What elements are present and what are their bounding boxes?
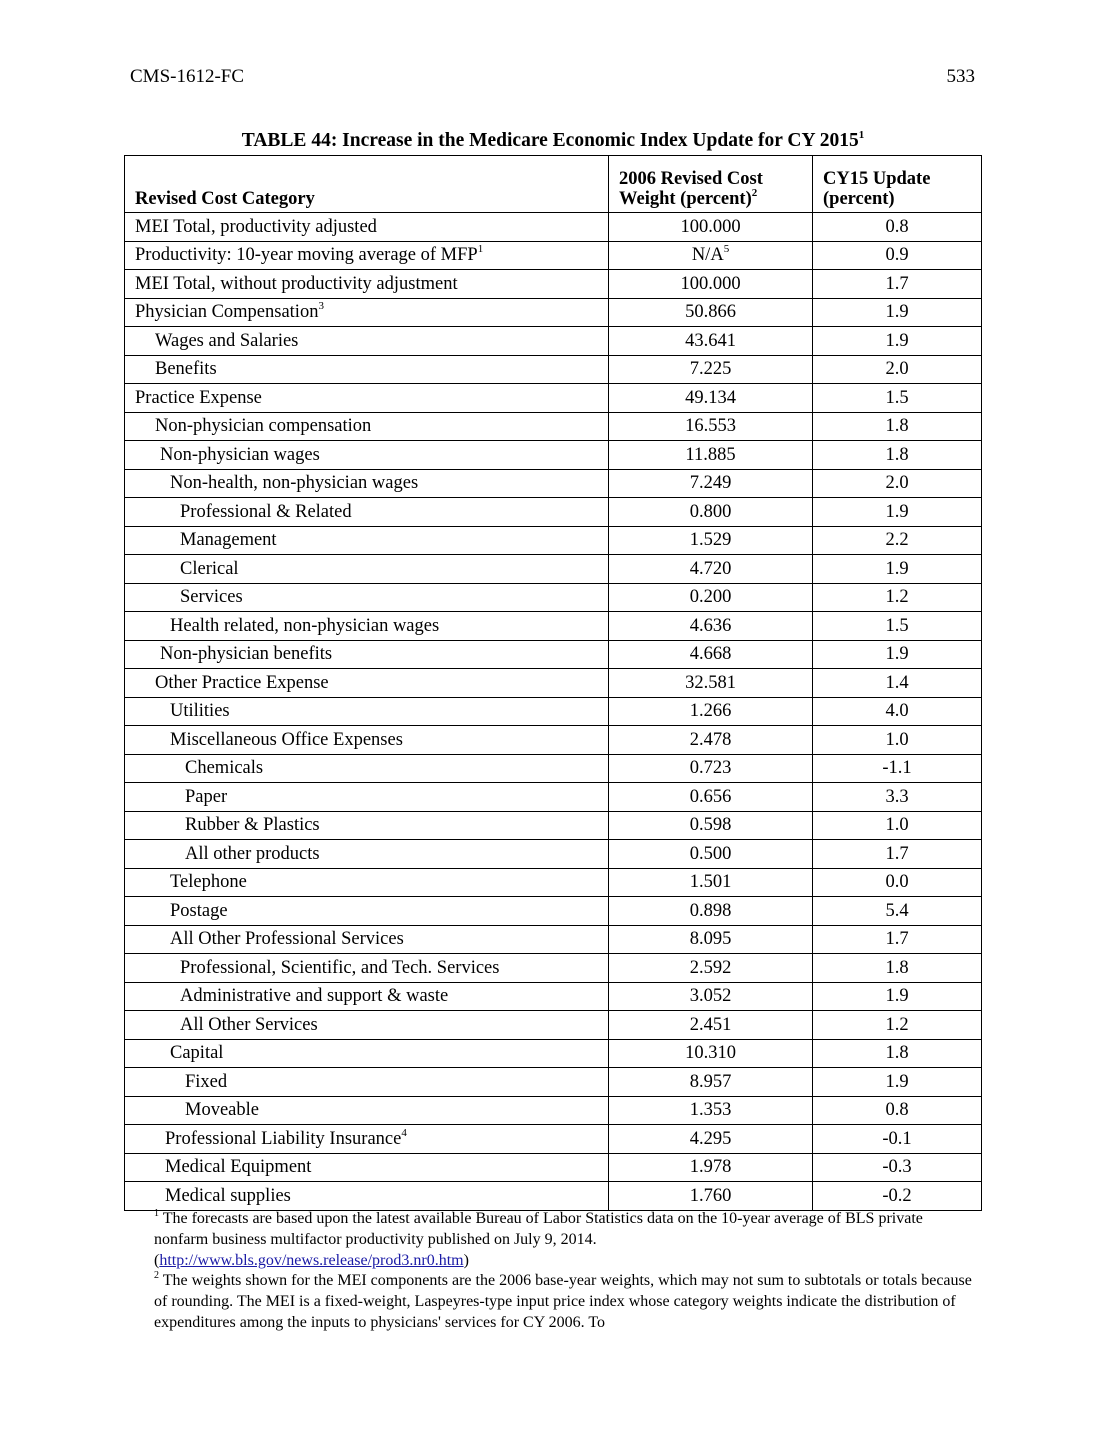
- cell-category-text: Medical supplies: [165, 1185, 291, 1206]
- table-row: [125, 697, 982, 726]
- cell-category-text: Professional, Scientific, and Tech. Services: [180, 957, 500, 978]
- cell-category: [125, 469, 609, 498]
- cell-cost-weight-value: 1.266: [689, 701, 732, 722]
- table-row: [125, 469, 982, 498]
- table-row: [125, 897, 982, 926]
- cell-category-text: Productivity: 10-year moving average of MFP: [135, 245, 478, 266]
- cell-category-text: Fixed: [185, 1071, 228, 1092]
- footnote-1-paren-open: (: [154, 1251, 160, 1269]
- cell-cy15-update: 1.2: [813, 1011, 982, 1040]
- cell-cost-weight: [609, 954, 813, 983]
- table-body: [125, 213, 982, 1211]
- cell-cy15-update: 1.9: [813, 498, 982, 527]
- header-cy15-update-line1: CY15 Update: [823, 169, 931, 189]
- cell-category: [125, 498, 609, 527]
- cell-cost-weight-value: 8.957: [689, 1071, 732, 1092]
- cell-category-text: Telephone: [170, 872, 247, 893]
- cell-category-text: Practice Expense: [135, 387, 262, 408]
- page-number: 533: [946, 66, 975, 87]
- cell-cy15-update: 1.8: [813, 441, 982, 470]
- cell-cy15-update: 0.8: [813, 213, 982, 242]
- cell-cost-weight: [609, 868, 813, 897]
- cell-cy15-update: 1.0: [813, 726, 982, 755]
- cell-category: [125, 1153, 609, 1182]
- cell-cost-weight: [609, 982, 813, 1011]
- cell-cost-weight: [609, 726, 813, 755]
- cell-category: [125, 526, 609, 555]
- cell-cost-weight-footnote-ref: 5: [723, 243, 730, 256]
- cell-cost-weight-value: 2.478: [689, 729, 732, 750]
- cell-cost-weight-value: 11.885: [685, 444, 736, 465]
- cell-cost-weight-value: 4.720: [689, 558, 732, 579]
- cell-category: [125, 1096, 609, 1125]
- document-id: CMS-1612-FC: [130, 66, 245, 87]
- table-row: [125, 298, 982, 327]
- cell-cost-weight-value: 7.249: [689, 473, 732, 494]
- cell-cost-weight-value: 1.353: [689, 1100, 732, 1121]
- cell-cost-weight: [609, 1068, 813, 1097]
- cell-cost-weight-value: 2.451: [689, 1014, 732, 1035]
- cell-cost-weight-value: 2.592: [689, 957, 732, 978]
- cell-category: [125, 954, 609, 983]
- table-row: [125, 355, 982, 384]
- cell-cost-weight-value: 50.866: [685, 302, 736, 323]
- cell-category: [125, 669, 609, 698]
- cell-category: [125, 583, 609, 612]
- cell-category: [125, 1039, 609, 1068]
- cell-category-text: Health related, non-physician wages: [170, 615, 440, 636]
- cell-category-text: Other Practice Expense: [155, 672, 329, 693]
- table-row: [125, 241, 982, 270]
- table-row: [125, 840, 982, 869]
- cell-category: [125, 298, 609, 327]
- cell-cy15-update: 1.9: [813, 555, 982, 584]
- header-revised-cost-category: Revised Cost Category: [125, 156, 609, 213]
- cell-category: [125, 612, 609, 641]
- footnote-2-marker: 2: [154, 1270, 159, 1282]
- cell-cy15-update: 5.4: [813, 897, 982, 926]
- cell-cost-weight: [609, 213, 813, 242]
- cell-cost-weight: [609, 840, 813, 869]
- cell-cost-weight: [609, 811, 813, 840]
- cell-cost-weight: [609, 697, 813, 726]
- table-row: [125, 270, 982, 299]
- header-cost-weight-line2: Weight (percent): [619, 189, 752, 209]
- table-row: [125, 1125, 982, 1154]
- cell-category-text: Capital: [170, 1043, 224, 1064]
- table-row: [125, 982, 982, 1011]
- cell-cost-weight-value: 0.723: [689, 758, 732, 779]
- cell-category-text: All Other Professional Services: [170, 929, 404, 950]
- cell-category: [125, 726, 609, 755]
- cell-cost-weight: [609, 469, 813, 498]
- cell-category-footnote-ref: 1: [477, 243, 484, 256]
- table-row: [125, 498, 982, 527]
- cell-category-text: Moveable: [185, 1100, 259, 1121]
- cell-cost-weight-value: 1.529: [689, 530, 732, 551]
- table-row: [125, 726, 982, 755]
- table-caption-text: TABLE 44: Increase in the Medicare Economic Index Update for CY 2015: [241, 130, 859, 151]
- table-row: [125, 526, 982, 555]
- cell-cy15-update: 1.0: [813, 811, 982, 840]
- mei-update-table: [124, 155, 982, 1211]
- cell-cost-weight-value: 0.598: [689, 815, 732, 836]
- cell-category: [125, 925, 609, 954]
- table-row: [125, 555, 982, 584]
- cell-cost-weight: [609, 555, 813, 584]
- table-row: [125, 213, 982, 242]
- cell-cost-weight: [609, 897, 813, 926]
- footnote-1-text: The forecasts are based upon the latest available Bureau of Labor Statistics data on the 10-year average of BLS private nonfarm business multifactor productivity published on July 9, 2014.: [154, 1210, 923, 1248]
- table-row: [125, 925, 982, 954]
- cell-category: [125, 270, 609, 299]
- cell-cost-weight: [609, 612, 813, 641]
- table-row: [125, 1011, 982, 1040]
- cell-cy15-update: 1.8: [813, 412, 982, 441]
- cell-cost-weight: [609, 925, 813, 954]
- cell-cy15-update: 3.3: [813, 783, 982, 812]
- table-row: [125, 1182, 982, 1211]
- cell-cy15-update: 1.9: [813, 982, 982, 1011]
- cell-category: [125, 555, 609, 584]
- cell-category: [125, 754, 609, 783]
- cell-cost-weight-value: 10.310: [685, 1043, 736, 1064]
- table-header-row: [125, 156, 982, 213]
- cell-category: [125, 1068, 609, 1097]
- cell-category-text: Professional & Related: [180, 501, 352, 522]
- table-row: [125, 783, 982, 812]
- cell-category-text: Miscellaneous Office Expenses: [170, 729, 403, 750]
- cell-cost-weight-value: 1.501: [689, 872, 732, 893]
- cell-cost-weight: [609, 583, 813, 612]
- cell-cost-weight: [609, 270, 813, 299]
- table-caption: [125, 130, 981, 152]
- cell-cost-weight: [609, 526, 813, 555]
- table-row: [125, 811, 982, 840]
- cell-cost-weight: [609, 498, 813, 527]
- cell-category-text: Postage: [170, 900, 228, 921]
- cell-cy15-update: 1.9: [813, 327, 982, 356]
- cell-cost-weight-value: 0.200: [689, 587, 732, 608]
- cell-category-text: All Other Services: [180, 1014, 318, 1035]
- footnote-2: [154, 1271, 974, 1333]
- cell-cy15-update: 4.0: [813, 697, 982, 726]
- cell-category-text: Non-physician wages: [160, 444, 320, 465]
- table-row: [125, 441, 982, 470]
- header-cost-weight-footnote-ref: 2: [751, 186, 758, 199]
- cell-category-text: MEI Total, productivity adjusted: [135, 216, 377, 237]
- cell-cost-weight-value: 1.978: [689, 1157, 732, 1178]
- cell-category-text: Clerical: [180, 558, 239, 579]
- cell-cost-weight-value: 0.500: [689, 843, 732, 864]
- cell-category-text: Services: [180, 587, 243, 608]
- cell-category: [125, 1011, 609, 1040]
- cell-category-footnote-ref: 3: [318, 300, 324, 313]
- cell-cy15-update: -0.3: [813, 1153, 982, 1182]
- table-caption-footnote-ref: 1: [858, 128, 865, 141]
- cell-category: [125, 213, 609, 242]
- cell-cost-weight-value: 0.656: [689, 786, 732, 807]
- cell-cost-weight-value: 32.581: [685, 672, 736, 693]
- table-row: [125, 754, 982, 783]
- cell-category-text: Non-physician compensation: [155, 416, 372, 437]
- cell-cy15-update: -0.2: [813, 1182, 982, 1211]
- cell-category: [125, 868, 609, 897]
- cell-cy15-update: 1.2: [813, 583, 982, 612]
- cell-cost-weight-value: 100.000: [680, 273, 741, 294]
- cell-cy15-update: 0.0: [813, 868, 982, 897]
- table-row: [125, 1039, 982, 1068]
- table-row: [125, 954, 982, 983]
- cell-cy15-update: 1.7: [813, 925, 982, 954]
- cell-category-text: Non-health, non-physician wages: [170, 473, 419, 494]
- cell-cost-weight-value: 0.800: [689, 501, 732, 522]
- cell-cost-weight: [609, 1125, 813, 1154]
- footnote-1-marker: 1: [154, 1207, 159, 1219]
- cell-category-text: MEI Total, without productivity adjustment: [135, 273, 458, 294]
- cell-category-text: Benefits: [155, 359, 217, 380]
- cell-cost-weight: [609, 241, 813, 270]
- cell-cost-weight-value: 3.052: [689, 986, 732, 1007]
- cell-cost-weight: [609, 1182, 813, 1211]
- footnote-1-paren-close: ): [463, 1251, 469, 1269]
- cell-cy15-update: 0.8: [813, 1096, 982, 1125]
- cell-cy15-update: 1.7: [813, 270, 982, 299]
- table-row: [125, 612, 982, 641]
- table-row: [125, 1068, 982, 1097]
- cell-cost-weight-value: 16.553: [685, 416, 736, 437]
- cell-cost-weight-value: N/A: [691, 245, 724, 266]
- table-row: [125, 868, 982, 897]
- cell-category: [125, 441, 609, 470]
- cell-category-text: Professional Liability Insurance: [165, 1128, 402, 1149]
- cell-cost-weight: [609, 384, 813, 413]
- cell-cy15-update: 2.0: [813, 355, 982, 384]
- cell-cy15-update: 2.2: [813, 526, 982, 555]
- footnotes: [154, 1209, 974, 1334]
- table-row: [125, 1096, 982, 1125]
- footnote-1: [154, 1209, 974, 1271]
- cell-cost-weight-value: 100.000: [680, 216, 741, 237]
- cell-category-text: Wages and Salaries: [155, 330, 299, 351]
- table-row: [125, 412, 982, 441]
- cell-category: [125, 412, 609, 441]
- cell-category: [125, 897, 609, 926]
- table-row: [125, 640, 982, 669]
- cell-category-text: Paper: [185, 786, 228, 807]
- cell-cy15-update: 1.5: [813, 612, 982, 641]
- cell-category: [125, 1182, 609, 1211]
- table-row: [125, 669, 982, 698]
- cell-category-text: Non-physician benefits: [160, 644, 333, 665]
- cell-cost-weight: [609, 441, 813, 470]
- cell-cost-weight: [609, 327, 813, 356]
- cell-category: [125, 355, 609, 384]
- cell-cy15-update: 1.8: [813, 1039, 982, 1068]
- cell-category: [125, 783, 609, 812]
- header-cost-weight: [609, 156, 813, 213]
- cell-category: [125, 1125, 609, 1154]
- table-row: [125, 583, 982, 612]
- cell-cost-weight: [609, 1153, 813, 1182]
- cell-category-text: Rubber & Plastics: [185, 815, 320, 836]
- cell-category-text: Medical Equipment: [165, 1157, 312, 1178]
- cell-cost-weight: [609, 754, 813, 783]
- bls-productivity-link[interactable]: http://www.bls.gov/news.release/prod3.nr0.htm: [159, 1251, 464, 1269]
- cell-cost-weight: [609, 1096, 813, 1125]
- cell-cost-weight-value: 4.668: [689, 644, 732, 665]
- table-row: [125, 384, 982, 413]
- table-row: [125, 327, 982, 356]
- cell-cy15-update: 2.0: [813, 469, 982, 498]
- table-row: [125, 1153, 982, 1182]
- cell-cy15-update: 1.5: [813, 384, 982, 413]
- cell-category-text: Management: [180, 530, 277, 551]
- cell-cy15-update: 1.9: [813, 640, 982, 669]
- cell-cy15-update: 1.4: [813, 669, 982, 698]
- cell-cost-weight-value: 49.134: [685, 387, 736, 408]
- cell-cost-weight-value: 4.636: [689, 615, 732, 636]
- cell-category: [125, 697, 609, 726]
- cell-cost-weight: [609, 669, 813, 698]
- cell-cost-weight: [609, 640, 813, 669]
- cell-cost-weight: [609, 412, 813, 441]
- cell-category: [125, 811, 609, 840]
- cell-cy15-update: 0.9: [813, 241, 982, 270]
- cell-cost-weight-value: 1.760: [689, 1185, 732, 1206]
- cell-category: [125, 327, 609, 356]
- cell-cost-weight-value: 43.641: [685, 330, 736, 351]
- cell-cost-weight: [609, 1039, 813, 1068]
- cell-cost-weight: [609, 298, 813, 327]
- cell-category-text: All other products: [185, 843, 320, 864]
- cell-cy15-update: 1.8: [813, 954, 982, 983]
- cell-cy15-update: 1.9: [813, 1068, 982, 1097]
- footnote-2-text: The weights shown for the MEI components are the 2006 base-year weights, which may not sum to subtotals or totals because of rounding. The MEI is a fixed-weight, Laspeyres-type input price index whose category weights indicate the distribution of expenditures among the inputs to physicians' services for CY 2006. To: [154, 1272, 972, 1331]
- cell-category-text: Physician Compensation: [135, 302, 319, 323]
- cell-category-footnote-ref: 4: [401, 1126, 407, 1139]
- cell-cy15-update: 1.7: [813, 840, 982, 869]
- cell-category-text: Chemicals: [185, 758, 264, 779]
- header-cy15-update: [813, 156, 982, 213]
- cell-cost-weight-value: 4.295: [689, 1128, 732, 1149]
- cell-cost-weight: [609, 355, 813, 384]
- header-cost-weight-line1: 2006 Revised Cost: [619, 169, 763, 189]
- cell-cost-weight-value: 7.225: [689, 359, 732, 380]
- cell-cy15-update: -1.1: [813, 754, 982, 783]
- cell-cy15-update: 1.9: [813, 298, 982, 327]
- cell-cost-weight-value: 8.095: [689, 929, 732, 950]
- header-cy15-update-line2: (percent): [823, 189, 895, 209]
- cell-category: [125, 840, 609, 869]
- cell-cost-weight: [609, 1011, 813, 1040]
- cell-category-text: Utilities: [170, 701, 230, 722]
- cell-category: [125, 384, 609, 413]
- cell-cost-weight: [609, 783, 813, 812]
- cell-cy15-update: -0.1: [813, 1125, 982, 1154]
- cell-category: [125, 241, 609, 270]
- cell-category-text: Administrative and support & waste: [180, 986, 449, 1007]
- cell-category: [125, 640, 609, 669]
- cell-cost-weight-value: 0.898: [689, 900, 732, 921]
- cell-category: [125, 982, 609, 1011]
